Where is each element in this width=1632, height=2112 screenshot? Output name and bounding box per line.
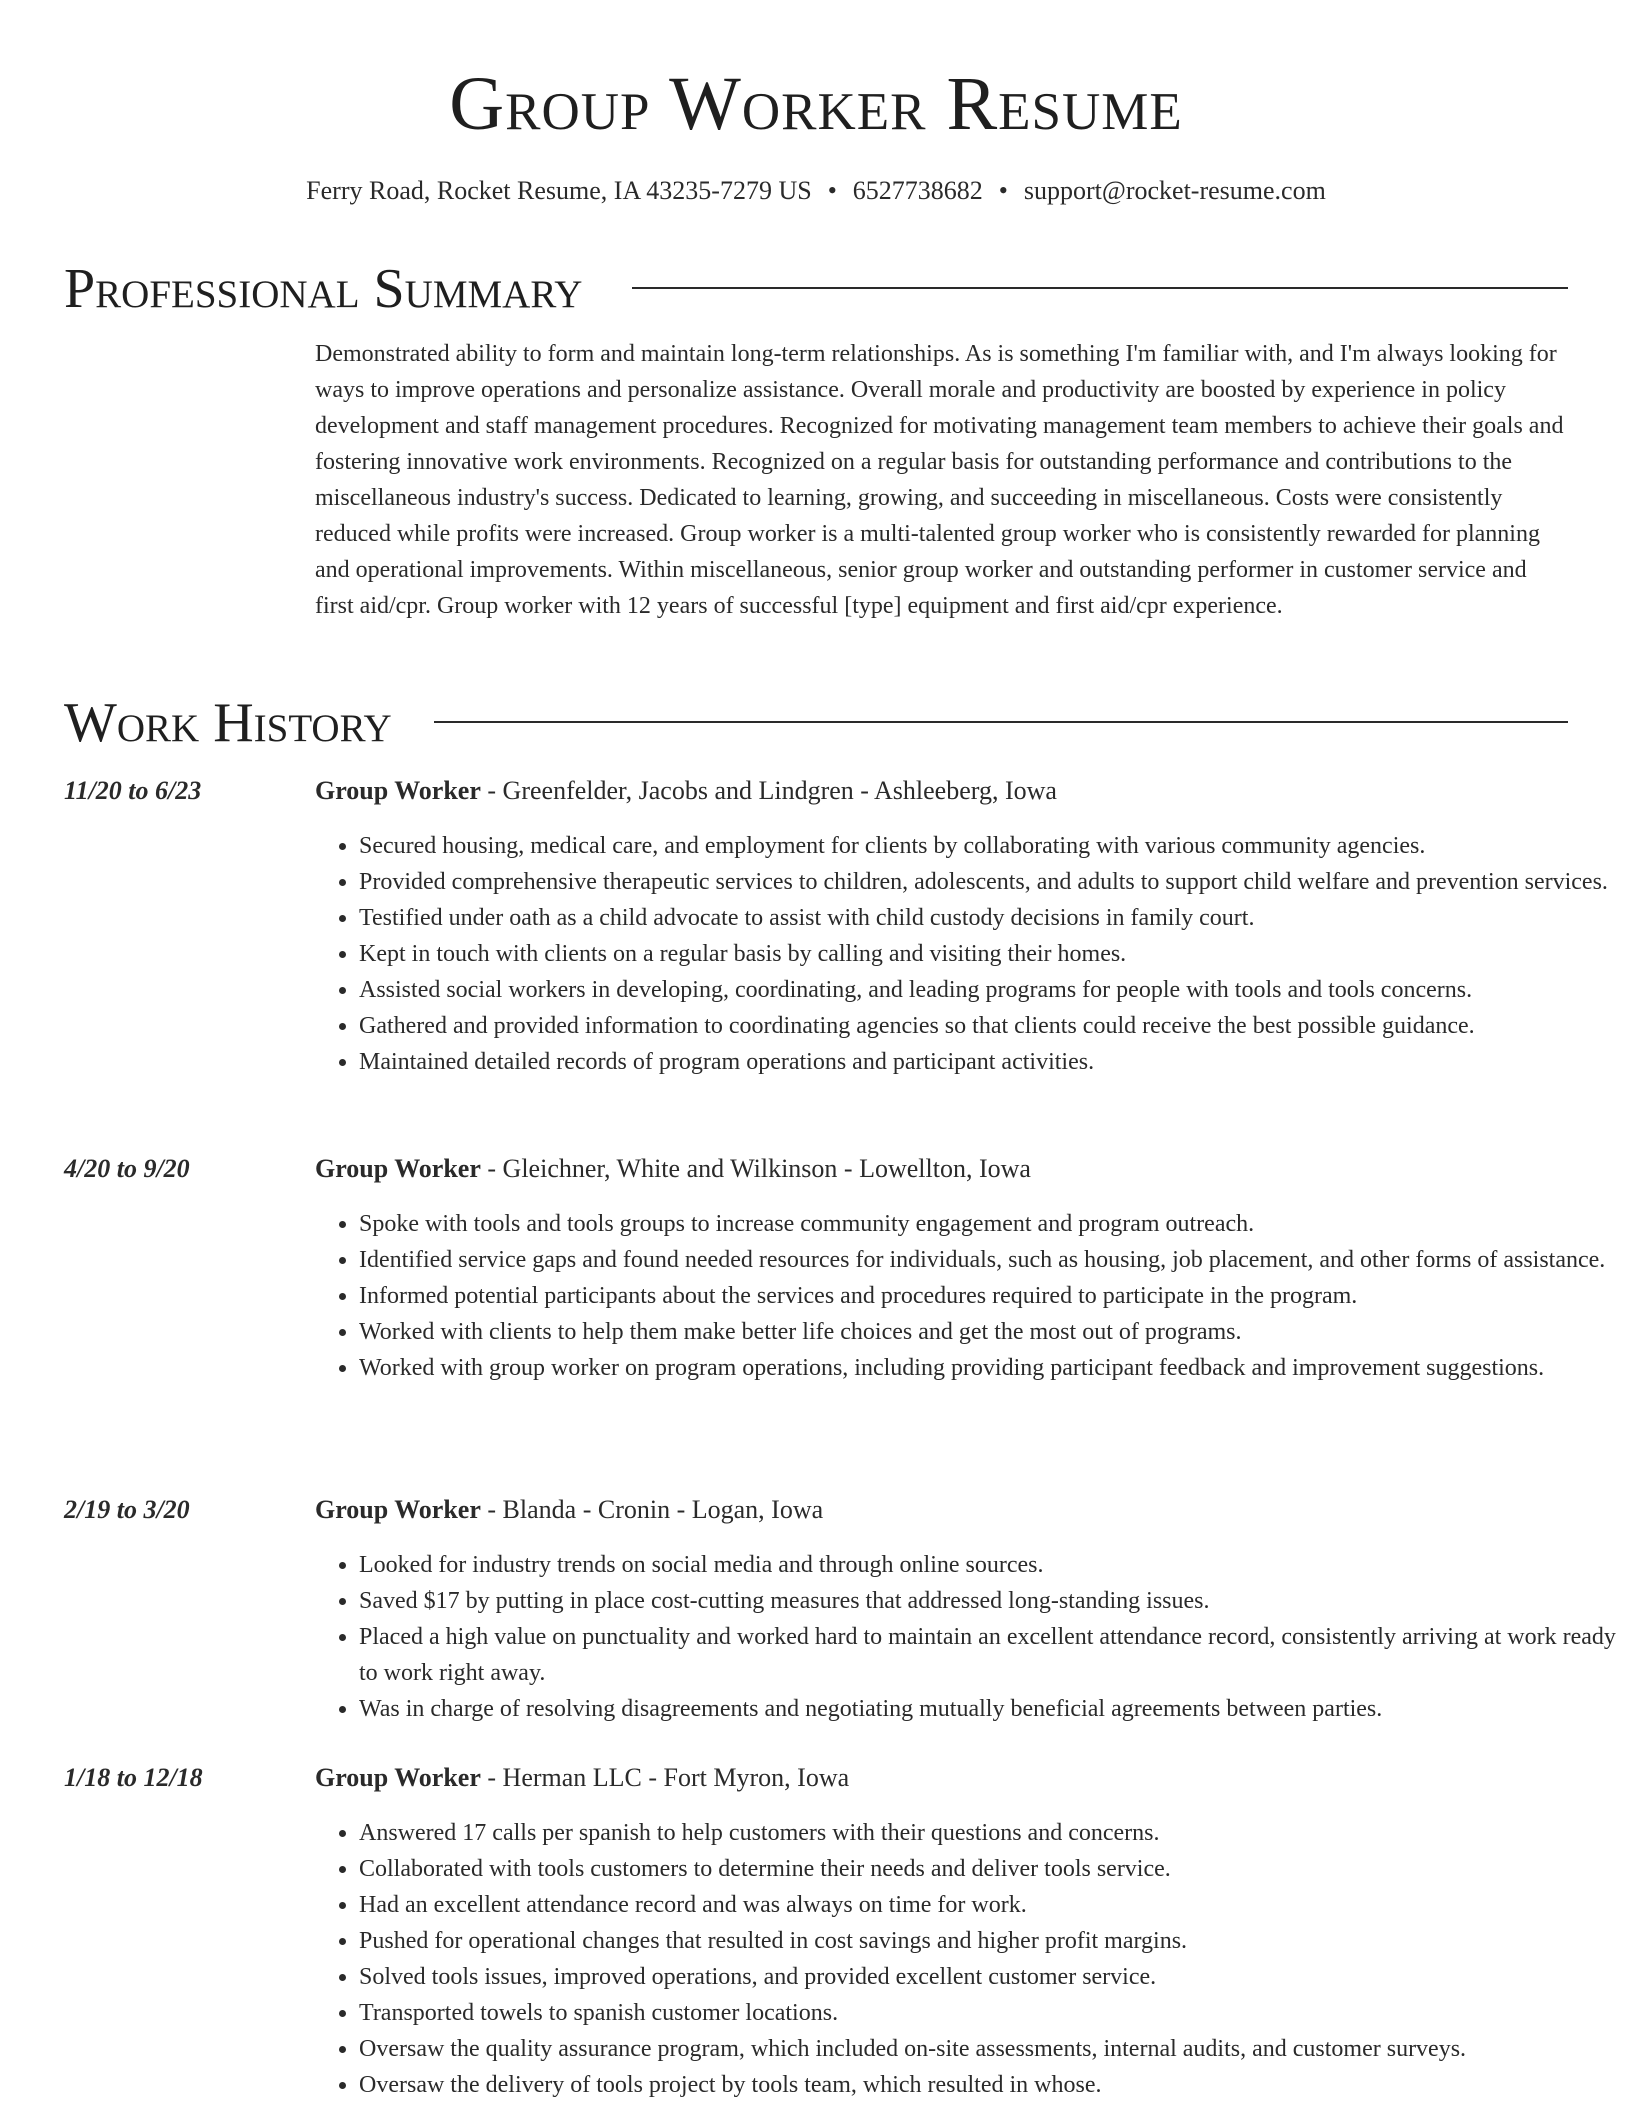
resume-title: Group Worker Resume: [449, 62, 1183, 146]
bullet-item: • Placed a high value on punctuality and worked hard to maintain an excellent attendance record, consistently arriving at work ready to work right away.: [359, 1619, 1617, 1691]
bullet-item: • Identified service gaps and found needed resources for individuals, such as housing, job placement, and other forms of assistance.: [359, 1242, 1617, 1278]
contact-address: Ferry Road, Rocket Resume, IA 43235-7279 US: [306, 176, 812, 205]
bullet-item: • Assisted social workers in developing, coordinating, and leading programs for people with tools and tools concerns.: [359, 972, 1617, 1008]
section-divider: [632, 287, 1568, 289]
job-employer: - Gleichner, White and Wilkinson - Lowellton, Iowa: [480, 1154, 1031, 1183]
bullet-item: • Oversaw the quality assurance program, which included on-site assessments, internal audits, and customer surveys.: [359, 2031, 1617, 2067]
job-dates: 4/20 to 9/20: [64, 1154, 190, 1183]
job-dates: 11/20 to 6/23: [64, 776, 202, 805]
section-divider: [434, 721, 1568, 723]
bullet-item: • Maintained detailed records of program operations and participant activities.: [359, 1044, 1617, 1080]
contact-separator: •: [998, 176, 1008, 205]
contact-line: [0, 174, 1632, 208]
contact-email: support@rocket-resume.com: [1023, 176, 1326, 205]
section-heading-professional-summary: Professional Summary: [64, 258, 583, 320]
bullet-item: • Kept in touch with clients on a regular basis by calling and visiting their homes.: [359, 936, 1617, 972]
bullet-item: • Was in charge of resolving disagreements and negotiating mutually beneficial agreements between parties.: [359, 1691, 1617, 1727]
bullet-item: • Collaborated with tools customers to determine their needs and deliver tools service.: [359, 1851, 1617, 1887]
job-title: Group Worker: [315, 1154, 481, 1183]
job-header: [315, 1152, 1031, 1186]
bullet-item: • Transported towels to spanish customer locations.: [359, 1995, 1617, 2031]
job-employer: - Greenfelder, Jacobs and Lindgren - Ashleeberg, Iowa: [480, 776, 1057, 805]
bullet-item: • Pushed for operational changes that resulted in cost savings and higher profit margins.: [359, 1923, 1617, 1959]
bullet-item: • Secured housing, medical care, and employment for clients by collaborating with various community agencies.: [359, 828, 1617, 864]
job-title: Group Worker: [315, 1495, 481, 1524]
job-bullets: [315, 1547, 1617, 1727]
job-header: [315, 774, 1057, 808]
job-bullets: [315, 828, 1617, 1080]
bullet-item: • Worked with group worker on program operations, including providing participant feedback and improvement suggestions.: [359, 1350, 1617, 1386]
job-employer: - Herman LLC - Fort Myron, Iowa: [480, 1763, 850, 1792]
bullet-item: • Testified under oath as a child advocate to assist with child custody decisions in family court.: [359, 900, 1617, 936]
bullet-item: • Answered 17 calls per spanish to help customers with their questions and concerns.: [359, 1815, 1617, 1851]
bullet-item: • Worked with clients to help them make better life choices and get the most out of programs.: [359, 1314, 1617, 1350]
bullet-item: • Looked for industry trends on social media and through online sources.: [359, 1547, 1617, 1583]
job-dates: 1/18 to 12/18: [64, 1763, 203, 1792]
contact-phone: 6527738682: [852, 176, 983, 205]
section-heading-work-history: Work History: [64, 692, 392, 754]
bullet-item: • Gathered and provided information to coordinating agencies so that clients could receive the best possible guidance.: [359, 1008, 1617, 1044]
summary-text: Demonstrated ability to form and maintain long-term relationships. As is something I'm familiar with, and I'm always looking for ways to improve operations and personalize assistance. Overall morale and productivity are boosted by experience in policy development and staff management procedures. Recognized for motivating management team members to achieve their goals and fostering innovative work environments. Recognized on a regular basis for outstanding performance and contributions to the miscellaneous industry's success. Dedicated to learning, growing, and succeeding in miscellaneous. Costs were consistently reduced while profits were increased. Group worker is a multi-talented group worker who is consistently rewarded for planning and operational improvements. Within miscellaneous, senior group worker and outstanding performer in customer service and first aid/cpr. Group worker with 12 years of successful [type] equipment and first aid/cpr experience.: [315, 341, 1564, 619]
bullet-item: • Oversaw the delivery of tools project by tools team, which resulted in whose.: [359, 2067, 1617, 2103]
job-title: Group Worker: [315, 776, 481, 805]
job-header: [315, 1493, 823, 1527]
job-dates: 2/19 to 3/20: [64, 1495, 190, 1524]
bullet-item: • Solved tools issues, improved operations, and provided excellent customer service.: [359, 1959, 1617, 1995]
bullet-item: • Spoke with tools and tools groups to increase community engagement and program outreach.: [359, 1206, 1617, 1242]
job-title: Group Worker: [315, 1763, 481, 1792]
bullet-item: • Provided comprehensive therapeutic services to children, adolescents, and adults to support child welfare and prevention services.: [359, 864, 1617, 900]
bullet-item: • Informed potential participants about the services and procedures required to participate in the program.: [359, 1278, 1617, 1314]
job-header: [315, 1761, 849, 1795]
job-employer: - Blanda - Cronin - Logan, Iowa: [480, 1495, 824, 1524]
job-bullets: [315, 1815, 1617, 2103]
bullet-item: • Saved $17 by putting in place cost-cutting measures that addressed long-standing issues.: [359, 1583, 1617, 1619]
contact-separator: •: [827, 176, 837, 205]
bullet-item: • Had an excellent attendance record and was always on time for work.: [359, 1887, 1617, 1923]
job-bullets: [315, 1206, 1617, 1386]
